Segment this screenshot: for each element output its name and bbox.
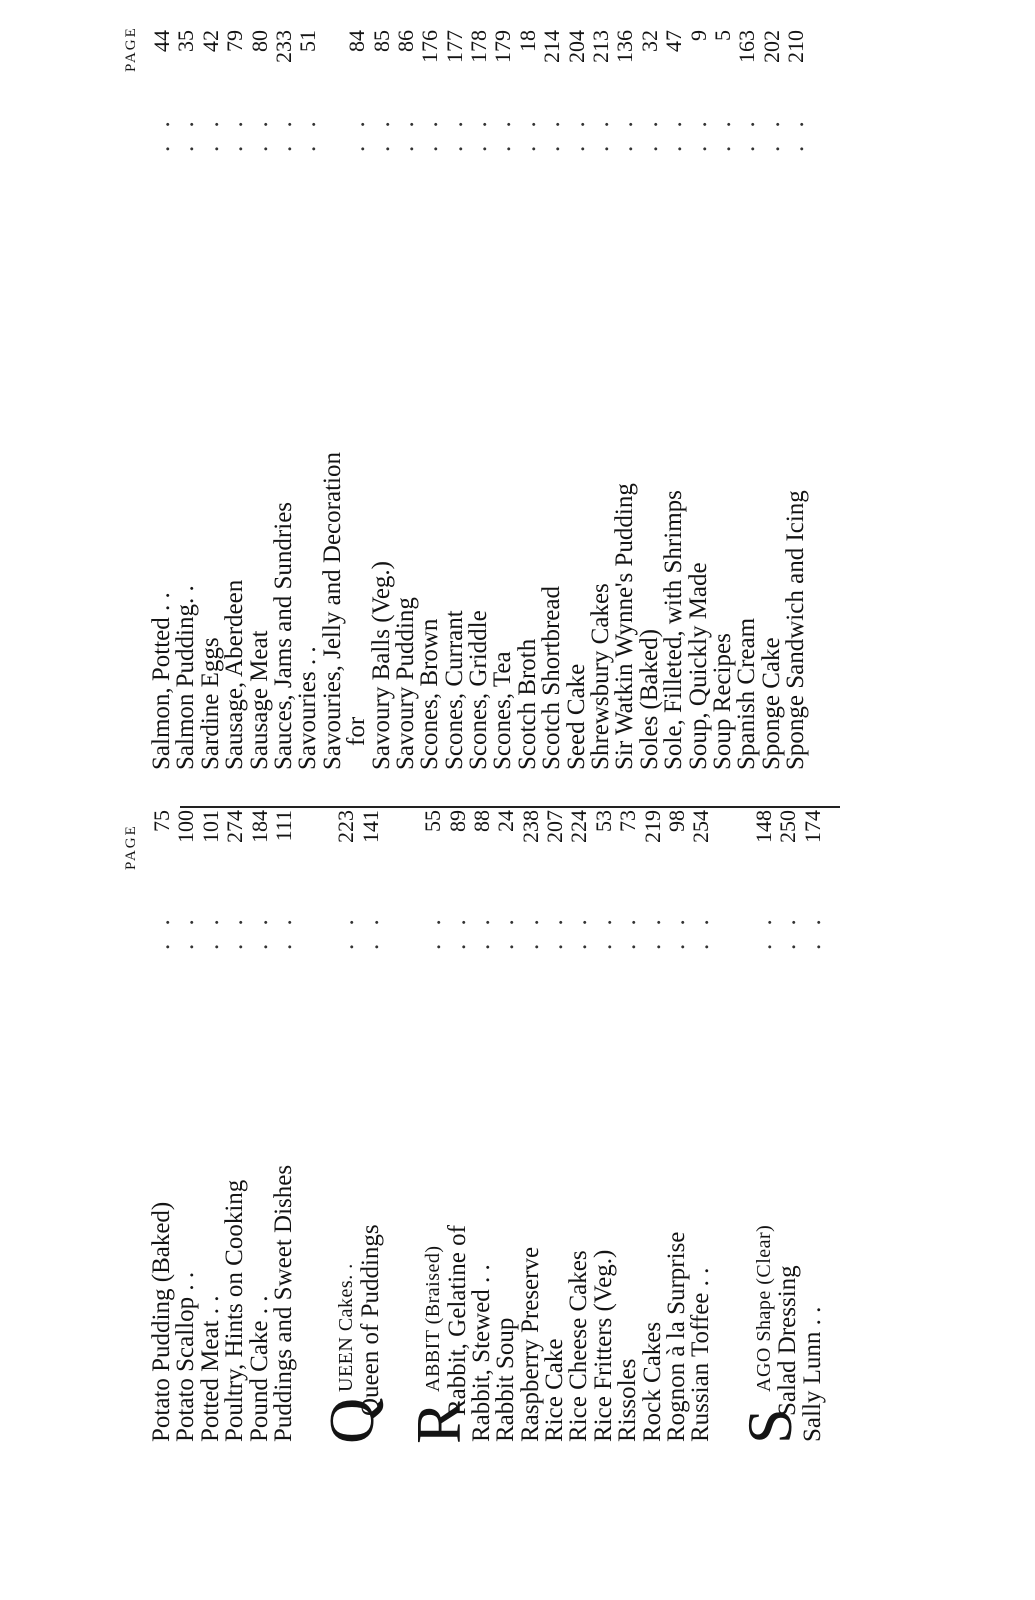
- entry-title: Pound Cake . .: [245, 1295, 273, 1442]
- page-number: 210: [783, 30, 809, 63]
- entry-title: Savoury Pudding: [391, 597, 419, 770]
- index-entry: [223, 810, 247, 1600]
- page-number: 35: [173, 30, 199, 52]
- index-entry: [491, 30, 515, 770]
- index-entry: [356, 810, 384, 1600]
- page-number: 32: [636, 30, 662, 52]
- leader-dots: . .: [708, 115, 736, 152]
- entry-title: Rock Cakes: [638, 1321, 666, 1442]
- entry-title: Soles (Baked): [635, 629, 663, 770]
- page-number: 84: [344, 30, 370, 52]
- leader-dots: . .: [419, 913, 447, 950]
- index-entry: [543, 810, 567, 1600]
- leader-dots: . .: [465, 115, 493, 152]
- index-entry: [516, 810, 544, 1600]
- entry-title: Sausage Meat: [245, 630, 273, 770]
- leader-dots: . .: [467, 913, 495, 950]
- leader-dots: . .: [440, 115, 468, 152]
- entry-title: Sauces, Jams and Sundries: [269, 501, 297, 770]
- index-entry: [662, 30, 686, 770]
- leader-dots: . .: [513, 115, 541, 152]
- section-gap: [296, 810, 334, 1600]
- drop-cap-letter: R: [403, 1401, 475, 1444]
- leader-dots: . .: [332, 913, 360, 950]
- index-column-right: [123, 26, 810, 770]
- leader-dots: . .: [589, 913, 617, 950]
- index-entry: [174, 810, 198, 1600]
- page-number: 75: [149, 810, 174, 832]
- page-number: 207: [542, 810, 568, 843]
- page-number: 176: [417, 30, 443, 63]
- index-entry: [735, 30, 759, 770]
- leader-dots: . .: [269, 115, 297, 152]
- leader-dots: . .: [172, 913, 200, 950]
- page-number: 42: [197, 30, 223, 52]
- entry-title: Scotch Broth: [513, 638, 541, 770]
- page-number: 98: [664, 810, 690, 832]
- page-number: 233: [270, 30, 296, 63]
- entry-title: ABBIT (Braised): [422, 1245, 445, 1392]
- page-number: 224: [566, 810, 592, 843]
- index-list: [150, 30, 809, 770]
- leader-dots: . .: [367, 115, 395, 152]
- entry-title: Sir Watkin Wynne's Pudding: [611, 483, 639, 770]
- leader-dots: . .: [663, 913, 691, 950]
- entry-title: Rognon à la Surprise: [663, 1231, 691, 1442]
- leader-dots: . .: [587, 115, 615, 152]
- entry-title: Salmon, Potted . .: [148, 592, 175, 770]
- leader-dots: . .: [221, 115, 249, 152]
- index-entry: [708, 30, 736, 770]
- page-number: 178: [466, 30, 492, 63]
- page-number: 163: [734, 30, 760, 63]
- leader-dots: . .: [221, 913, 249, 950]
- index-list: [150, 810, 825, 1600]
- page-number: 88: [468, 810, 494, 832]
- index-entry: [150, 810, 174, 1600]
- page-number: 53: [590, 810, 616, 832]
- column-divider: [180, 806, 840, 808]
- leader-dots: . .: [492, 913, 520, 950]
- leader-dots: . .: [687, 913, 715, 950]
- leader-dots: . .: [611, 115, 639, 152]
- page-number: 5: [709, 30, 735, 41]
- leader-dots: . .: [196, 913, 224, 950]
- page-number: 44: [149, 30, 174, 52]
- section-gap: [383, 810, 421, 1600]
- leader-dots: . .: [565, 913, 593, 950]
- entry-title: Savouries . .: [294, 646, 322, 770]
- index-entry: [418, 30, 442, 770]
- entry-title: Puddings and Sweet Dishes: [269, 1164, 297, 1442]
- index-entry: [318, 30, 346, 770]
- leader-dots: . .: [774, 913, 802, 950]
- leader-dots: . .: [614, 913, 642, 950]
- page-number: 18: [514, 30, 540, 52]
- entry-title: Queen of Puddings: [356, 1224, 384, 1416]
- index-entry: [684, 30, 712, 770]
- entry-title: Potted Meat . .: [196, 1295, 224, 1442]
- page-header-label: PAGE: [123, 824, 139, 870]
- leader-dots: . .: [635, 115, 663, 152]
- entry-title: Savouries, Jelly and Decoration: [318, 452, 346, 770]
- page-number: 141: [357, 810, 383, 843]
- entry-title: UEEN Cakes. .: [335, 1263, 358, 1392]
- leader-dots: . .: [541, 913, 569, 950]
- entry-title: Potato Pudding (Baked): [148, 1201, 175, 1442]
- entry-title: Rice Cheese Cakes: [565, 1250, 593, 1442]
- entry-title: Soup, Quickly Made: [684, 562, 712, 770]
- entry-title: Sponge Cake: [757, 637, 785, 770]
- index-entry: [150, 30, 174, 770]
- index-entry: [494, 810, 518, 1600]
- entry-title: for: [343, 716, 371, 746]
- page-number: 254: [688, 810, 714, 843]
- page-number: 51: [295, 30, 321, 52]
- entry-title: Potato Scallop . .: [172, 1271, 200, 1442]
- entry-title: Rabbit, Gelatine of: [443, 1225, 471, 1416]
- entry-title: Sausage, Aberdeen: [221, 579, 249, 770]
- page-number: 100: [173, 810, 199, 843]
- index-entry: [589, 30, 613, 770]
- entry-title: Rabbit Soup: [492, 1317, 520, 1442]
- entry-title: Rice Fritters (Veg.): [589, 1249, 617, 1442]
- index-entry: [776, 810, 800, 1600]
- leader-dots: . .: [196, 115, 224, 152]
- leader-dots: . .: [443, 913, 471, 950]
- leader-dots: . .: [172, 115, 200, 152]
- entry-title: Salad Dressing: [774, 1265, 802, 1416]
- entry-title: Scones, Brown: [416, 618, 444, 770]
- leader-dots: . .: [294, 115, 322, 152]
- index-entry: [540, 30, 564, 770]
- index-entry: [345, 30, 369, 770]
- entry-title: Poultry, Hints on Cooking: [221, 1179, 249, 1442]
- leader-dots: . .: [660, 115, 688, 152]
- index-entry: [616, 810, 640, 1600]
- drop-cap-letter: S: [733, 1408, 805, 1444]
- index-entry: [638, 810, 666, 1600]
- index-column-left: [123, 810, 826, 1600]
- page-number: 184: [246, 810, 272, 843]
- leader-dots: . .: [245, 115, 273, 152]
- entry-title: Soup Recipes: [708, 633, 736, 770]
- page-number: 213: [588, 30, 614, 63]
- index-entry: [613, 30, 637, 770]
- leader-dots: . .: [245, 913, 273, 950]
- leader-dots: . .: [782, 115, 810, 152]
- index-entry: [196, 810, 224, 1600]
- entry-title: Scones, Currant: [440, 610, 468, 770]
- page-number: 47: [661, 30, 687, 52]
- leader-dots: . .: [516, 913, 544, 950]
- page-number: 9: [685, 30, 711, 41]
- index-entry: [391, 30, 419, 770]
- index-entry: [443, 810, 471, 1600]
- page-number: 55: [420, 810, 446, 832]
- index-entry: [757, 30, 785, 770]
- leader-dots: . .: [562, 115, 590, 152]
- index-entry: [174, 30, 198, 770]
- page-number: 86: [392, 30, 418, 52]
- page-number: 89: [444, 810, 470, 832]
- leader-dots: . .: [356, 913, 384, 950]
- page-number: 219: [639, 810, 665, 843]
- section-gap: [714, 810, 752, 1600]
- page-number: 174: [799, 810, 825, 843]
- page-number: 24: [493, 810, 519, 832]
- index-entry: [367, 30, 395, 770]
- page-number: 179: [490, 30, 516, 63]
- index-entry: [665, 810, 689, 1600]
- entry-title: AGO Shape (Clear): [752, 1224, 775, 1392]
- page-number: 204: [563, 30, 589, 63]
- leader-dots: . .: [148, 115, 175, 152]
- entry-title: Scones, Griddle: [465, 610, 493, 770]
- index-entry: [467, 810, 495, 1600]
- page-number: 80: [246, 30, 272, 52]
- entry-title: Savoury Balls (Veg.): [367, 561, 395, 770]
- leader-dots: . .: [733, 115, 761, 152]
- index-entry: [689, 810, 713, 1600]
- page-number: 238: [517, 810, 543, 843]
- entry-title: Rice Cake: [541, 1338, 569, 1442]
- leader-dots: . .: [749, 913, 777, 950]
- page-number: 136: [612, 30, 638, 63]
- drop-cap-letter: Q: [316, 1397, 388, 1444]
- entry-title: Shrewsbury Cakes: [587, 583, 615, 770]
- index-entry: [467, 30, 491, 770]
- index-entry: [798, 810, 826, 1600]
- entry-title: Russian Toffee . .: [687, 1267, 715, 1442]
- leader-dots: . .: [148, 913, 175, 950]
- page-number: 101: [197, 810, 223, 843]
- index-entry: [784, 30, 808, 770]
- index-entry: [567, 810, 591, 1600]
- index-entry: [269, 810, 297, 1600]
- page-number: 202: [758, 30, 784, 63]
- page-number: 177: [441, 30, 467, 63]
- index-entry: [223, 30, 247, 770]
- page-number: 223: [333, 810, 359, 843]
- page-number: 73: [615, 810, 641, 832]
- index-entry: [440, 30, 468, 770]
- entry-title: Sardine Eggs: [196, 637, 224, 770]
- leader-dots: . .: [269, 913, 297, 950]
- index-entry: [196, 30, 224, 770]
- entry-title: Seed Cake: [562, 663, 590, 770]
- index-entry: [296, 30, 320, 770]
- leader-dots: . .: [489, 115, 517, 152]
- index-entry: [562, 30, 590, 770]
- entry-title: Sole, Filleted, with Shrimps: [660, 490, 688, 770]
- leader-dots: . .: [638, 913, 666, 950]
- page-number: 274: [222, 810, 248, 843]
- entry-title: Raspberry Preserve: [516, 1246, 544, 1442]
- entry-title: Sally Lunn . .: [798, 1306, 826, 1442]
- entry-title: Scotch Shortbread: [538, 586, 566, 770]
- page-number: 148: [750, 810, 776, 843]
- index-entry: [513, 30, 541, 770]
- page-number: 250: [775, 810, 801, 843]
- index-entry: [245, 810, 273, 1600]
- leader-dots: . .: [757, 115, 785, 152]
- entry-title: Salmon Pudding. .: [172, 585, 200, 770]
- index-entry: [589, 810, 617, 1600]
- index-entry: [245, 30, 273, 770]
- leader-dots: . .: [391, 115, 419, 152]
- page-number: 111: [270, 810, 296, 842]
- page-number: 214: [539, 30, 565, 63]
- entry-title: Rabbit, Stewed . .: [467, 1264, 495, 1442]
- entry-title: Spanish Cream: [733, 617, 761, 770]
- page-number: 79: [222, 30, 248, 52]
- index-entry: [269, 30, 297, 770]
- leader-dots: . .: [416, 115, 444, 152]
- entry-title: Rissoles: [614, 1358, 642, 1442]
- page-header-label: PAGE: [123, 26, 139, 72]
- leader-dots: . .: [538, 115, 566, 152]
- entry-title: Scones, Tea: [489, 651, 517, 770]
- leader-dots: . .: [798, 913, 826, 950]
- leader-dots: . .: [343, 115, 371, 152]
- leader-dots: . .: [684, 115, 712, 152]
- page-number: 85: [368, 30, 394, 52]
- index-entry: [635, 30, 663, 770]
- entry-title: Sponge Sandwich and Icing: [782, 490, 810, 770]
